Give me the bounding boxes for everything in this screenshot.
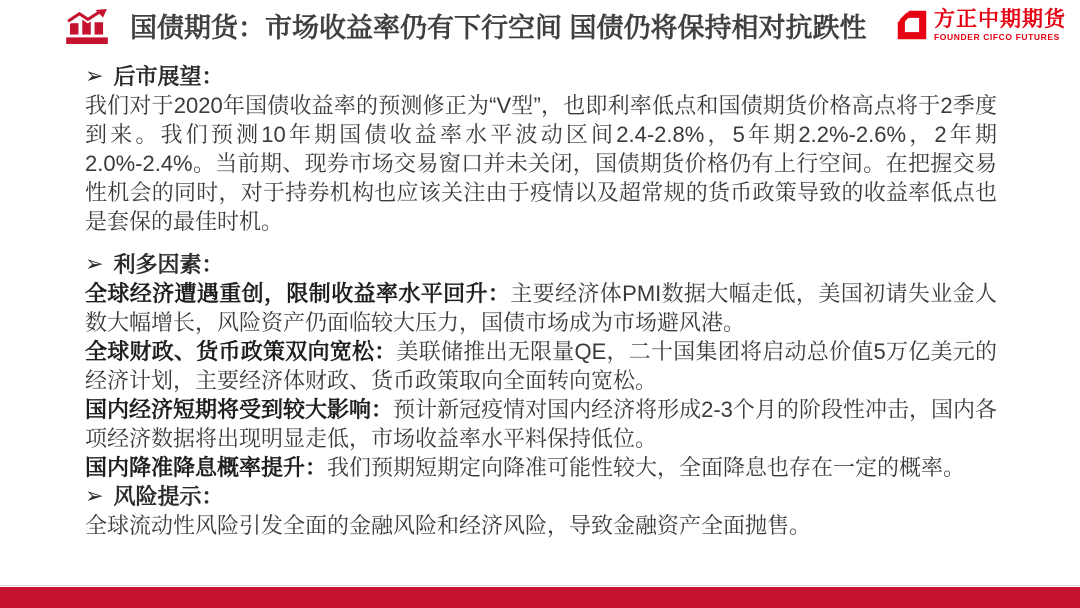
logo-company-name: 方正中期期货 <box>934 8 1066 31</box>
outlook-paragraph: 我们对于2020年国债收益率的预测修正为“V型”，也即利率低点和国债期货价格高点将于2季度到来。我们预测10年期国债收益率水平波动区间2.4-2.8%，5年期2.2%-2.6%，2年期2.0%-2.4%。当前期、现券市场交易窗口并未关闭，国债期货价格仍有上行空间。在把握交易性机会的同时，对于持券机构也应该关注由于疫情以及超常规的货币政策导致的收益率低点也是套保的最佳时机。 <box>85 93 997 234</box>
bullish-item-lead: 全球财政、货币政策双向宽松： <box>85 339 397 364</box>
bullish-item-text: 预计新冠疫情对国内经济将形成2-3个月的阶段性冲击，国内各项经济数据将出现明显走低，市场收益率水平料保持低位。 <box>85 397 997 451</box>
slide-header <box>0 0 1080 56</box>
section-heading-text: 后市展望： <box>113 64 224 89</box>
risk-paragraph: 全球流动性风险引发全面的金融风险和经济风险，导致金融资产全面抛售。 <box>85 513 812 538</box>
section-heading-text: 利多因素： <box>113 252 224 277</box>
bullish-item <box>85 453 997 482</box>
section-heading-bullish <box>85 250 997 279</box>
slide-body <box>85 62 997 540</box>
footer-red-bar <box>0 587 1080 608</box>
section-heading-text: 风险提示： <box>113 484 224 509</box>
bullish-item-lead: 全球经济遭遇重创，限制收益率水平回升： <box>85 281 511 306</box>
footer-divider <box>0 585 1080 586</box>
bullish-item <box>85 279 997 337</box>
page-title: 国债期货：市场收益率仍有下行空间 国债仍将保持相对抗跌性 <box>130 13 867 43</box>
bullish-item <box>85 395 997 453</box>
section-heading-risk <box>85 482 997 511</box>
bullish-item-text: 美联储推出无限量QE，二十国集团将启动总价值5万亿美元的经济计划，主要经济体财政、货币政策取向全面转向宽松。 <box>85 339 997 393</box>
arrow-bullet-icon: ➢ <box>85 63 104 88</box>
bullish-item-lead: 国内经济短期将受到较大影响： <box>85 397 394 422</box>
arrow-bullet-icon: ➢ <box>85 483 104 508</box>
section-heading-outlook <box>85 62 997 91</box>
logo-company-subtitle: FOUNDER CIFCO FUTURES <box>934 32 1060 42</box>
logo-text <box>934 9 1066 42</box>
arrow-bullet-icon: ➢ <box>85 251 104 276</box>
bullish-item-text: 我们预期短期定向降准可能性较大，全面降息也存在一定的概率。 <box>327 455 966 480</box>
bullish-item <box>85 337 997 395</box>
bullish-item-lead: 国内降准降息概率提升： <box>85 455 328 480</box>
bar-chart-icon <box>66 9 108 44</box>
founder-logo-icon <box>896 9 928 41</box>
company-logo <box>896 9 1066 42</box>
bullish-item-text: 主要经济体PMI数据大幅走低，美国初请失业金人数大幅增长，风险资产仍面临较大压力，国债市场成为市场避风港。 <box>85 281 997 335</box>
